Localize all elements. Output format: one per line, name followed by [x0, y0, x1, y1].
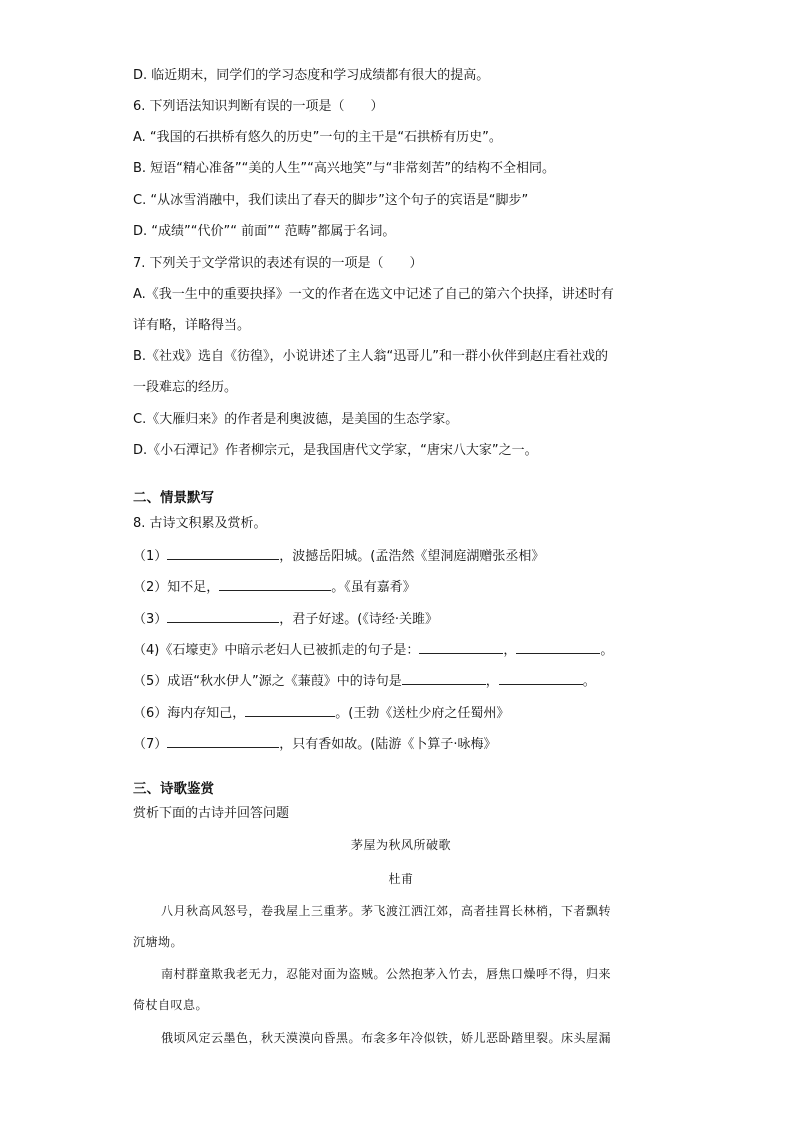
- answer-blank[interactable]: [402, 671, 486, 685]
- poem-title: 茅屋为秋风所破歌: [350, 838, 451, 852]
- answer-blank[interactable]: [167, 546, 279, 560]
- q8-item-3: （3） ，君子好逑。(《诗经·关雎》: [133, 609, 669, 629]
- poem-stanza-3-line1: 俄顷风定云墨色，秋天漠漠向昏黑。布衾多年冷似铁，娇儿恶卧踏里裂。床头屋漏: [161, 1031, 612, 1045]
- q7-stem: 7. 下列关于文学常识的表述有误的一项是（ ）: [133, 256, 423, 271]
- answer-blank[interactable]: [516, 640, 600, 654]
- q7-option-d: D.《小石潭记》作者柳宗元，是我国唐代文学家，“唐宋八大家”之一。: [133, 443, 538, 458]
- section3-intro: 赏析下面的古诗并回答问题: [133, 806, 290, 821]
- answer-blank[interactable]: [167, 609, 279, 623]
- poem-stanza-2-line1: 南村群童欺我老无力，忍能对面为盗贼。公然抱茅入竹去，唇焦口燥呼不得，归来: [161, 967, 612, 981]
- q7-option-a-line1: A.《我一生中的重要抉择》一文的作者在选文中记述了自己的第六个抉择，讲述时有: [133, 287, 614, 302]
- section3-title: 三、诗歌鉴赏: [133, 781, 214, 797]
- q5-option-d: D. 临近期末，同学们的学习态度和学习成绩都有很大的提高。: [133, 68, 490, 83]
- q6-option-a: A. “我国的石拱桥有悠久的历史”一句的主干是“石拱桥有历史”。: [133, 130, 502, 145]
- poem-stanza-2-line2: 倚杖自叹息。: [133, 998, 209, 1012]
- q8-item-1: （1） ，波撼岳阳城。(孟浩然《望洞庭湖赠张丞相》: [133, 546, 669, 566]
- answer-blank[interactable]: [499, 671, 583, 685]
- answer-blank[interactable]: [219, 577, 331, 591]
- q8-item-7: （7） ，只有香如故。(陆游《卜算子·咏梅》: [133, 734, 669, 754]
- q8-item-6: （6）海内存知己， 。(王勃《送杜少府之任蜀州》: [133, 703, 669, 723]
- q8-stem: 8. 古诗文积累及赏析。: [133, 516, 267, 531]
- q6-option-b: B. 短语“精心准备”“美的人生”“高兴地笑”与“非常刻苦”的结构不全相同。: [133, 161, 556, 176]
- q7-option-b-line2: 一段难忘的经历。: [133, 380, 238, 395]
- poem-stanza-1-line1: 八月秋高风怒号，卷我屋上三重茅。茅飞渡江洒江郊，高者挂罥长林梢，下者飘转: [161, 904, 612, 918]
- q8-item-5: （5）成语“秋水伊人”源之《蒹葭》中的诗句是 ， 。: [133, 671, 669, 691]
- section2-title: 二、情景默写: [133, 490, 214, 506]
- q8-item-2: （2）知不足， 。《虽有嘉肴》: [133, 577, 669, 597]
- q6-option-c: C. “从冰雪消融中，我们读出了春天的脚步”这个句子的宾语是“脚步”: [133, 193, 529, 208]
- answer-blank[interactable]: [245, 703, 335, 717]
- poem-author: 杜甫: [388, 872, 414, 886]
- answer-blank[interactable]: [419, 640, 503, 654]
- q7-option-c: C.《大雁归来》的作者是利奥波德，是美国的生态学家。: [133, 412, 459, 427]
- q6-stem: 6. 下列语法知识判断有误的一项是（ ）: [133, 99, 384, 114]
- q7-option-b-line1: B.《社戏》选自《彷徨》，小说讲述了主人翁“迅哥儿”和一群小伙伴到赵庄看社戏的: [133, 349, 609, 364]
- answer-blank[interactable]: [167, 734, 279, 748]
- q8-item-4: （4)《石壕吏》中暗示老妇人已被抓走的句子是： ， 。: [133, 640, 669, 660]
- q7-option-a-line2: 详有略，详略得当。: [133, 318, 251, 333]
- q6-option-d: D. “成绩”“代价”“ 前面”“ 范畴”都属于名词。: [133, 224, 396, 239]
- poem-stanza-1-line2: 沉塘坳。: [133, 935, 184, 949]
